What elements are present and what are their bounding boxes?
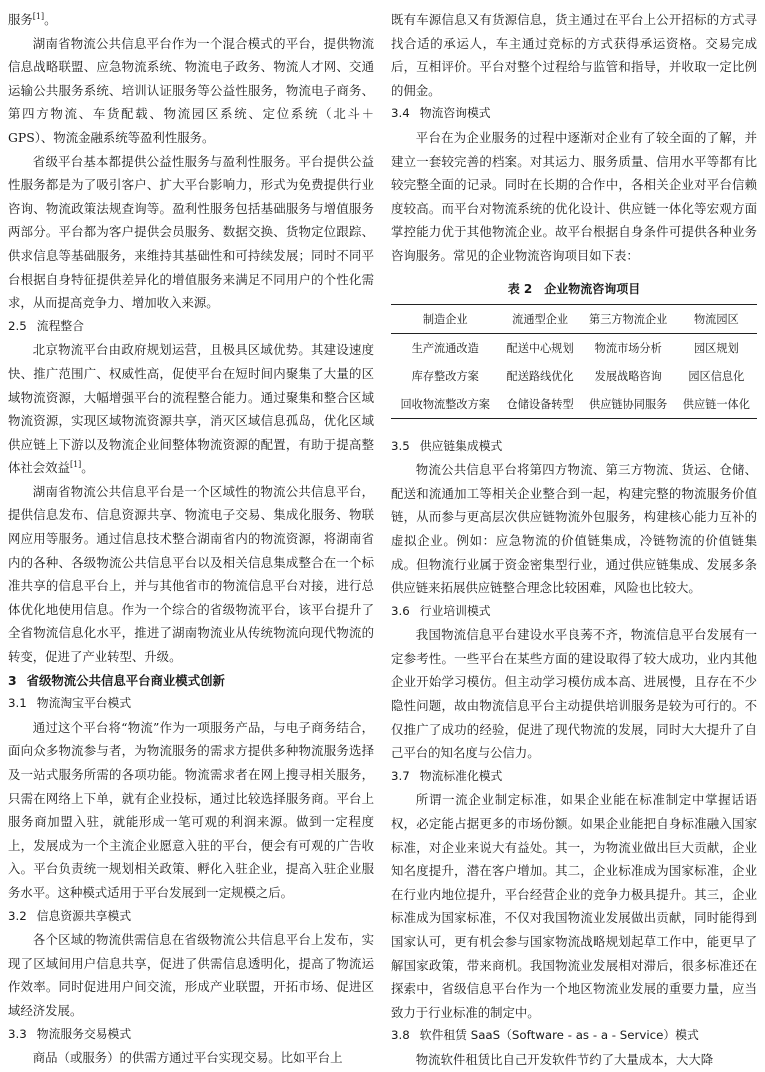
table-caption: 表 2 企业物流咨询项目: [507, 281, 641, 296]
citation-ref[interactable]: [1]: [32, 11, 45, 21]
paragraph: 湖南省物流公共信息平台作为一个混合模式的平台，提供物流信息战略联盟、应急物流系统、物流电子政务、物流人才网、交通运输公共服务系统、培训认证服务等公益性服务，物流电子商务、第四方物流、车货配载、物流园区系统、定位系统（北斗＋GPS）、物流金融系统等盈利性服务。: [8, 35, 374, 145]
section-heading-3-5: 3.5 供应链集成模式: [391, 438, 503, 453]
section-heading-3-3: 3.3 物流服务交易模式: [8, 1026, 132, 1041]
paragraph: 各个区域的物流供需信息在省级物流公共信息平台上发布，实现了区域间用户信息共享，促进了供需信息透明化，提高了物流运作效率。同时促进用户间交流，形成产业联盟，开拓市场、促进区域经济发展。: [8, 932, 374, 1018]
section-heading-3-6: 3.6 行业培训模式: [391, 603, 491, 618]
table-header-cell: 物流园区: [693, 312, 739, 326]
paragraph: 平台在为企业服务的过程中逐渐对企业有了较全面的了解，并建立一套较完善的档案。对其运力、服务质量、信用水平等都有比较完整全面的记录。同时在长期的合作中，各相关企业对平台信赖度较高。而平台对物流系统的优化设计、供应链一体化等宏观方面掌控能力优于其他物流企业。故平台根据自身条件可提供各种业务咨询服务。常见的企业物流咨询项目如下表：: [391, 129, 757, 263]
paragraph: 既有车源信息又有货源信息，货主通过在平台上公开招标的方式寻找合适的承运人，车主通过竞标的方式获得承运资格。交易完成后，互相评价。平台对整个过程给与监管和指导，并收取一定比例的佣金。: [391, 12, 757, 98]
table-cell: 供应链一体化: [682, 397, 750, 411]
paragraph: 北京物流平台由政府规划运营，且极具区域优势。其建设速度快、推广范围广、权威性高，促使平台在短时间内聚集了大量的区域物流资源，大幅增强平台的流程整合能力。通过聚集和整合区域物流资源，实现区域物流资源共享，消灭区域信息孤岛，优化区域供应链上下游以及物流企业间整体物流资源的配置，有助于提高整体社会效益[1]。: [8, 342, 374, 476]
table-cell: 供应链协同服务: [589, 397, 668, 411]
table-header-cell: 第三方物流企业: [589, 312, 668, 326]
table-cell: 配送中心规划: [506, 341, 574, 355]
table-row: [391, 390, 757, 419]
citation-ref[interactable]: [1]: [69, 460, 82, 470]
table-cell: 仓储设备转型: [506, 397, 574, 411]
table-cell: 回收物流整改方案: [400, 397, 490, 411]
paragraph: 物流软件租赁比自己开发软件节约了大量成本，大大降: [415, 1051, 714, 1067]
section-heading-3-4: 3.4 物流咨询模式: [391, 106, 491, 121]
paragraph: 我国物流信息平台建设水平良莠不齐，物流信息平台发展有一定参考性。一些平台在某些方面的建设取得了较大成功，业内其他企业开始学习模仿。但主动学习模仿成本高、进展慢，且存在不少隐性问题，故由物流信息平台主动提供培训服务是较为可行的。不仅推广了成功的经验，促进了现代物流的发展，同时大大提升了自己平台的知名度与公信力。: [391, 627, 757, 761]
paragraph: 服务[1]。: [8, 11, 57, 27]
section-heading-3-8: 3.8 软件租赁 SaaS（Software - as - a - Service）模式: [391, 1028, 699, 1043]
table-cell: 配送路线优化: [506, 369, 574, 383]
section-heading-3-1: 3.1 物流淘宝平台模式: [8, 696, 132, 711]
paragraph: 所谓一流企业制定标准，如果企业能在标准制定中掌握话语权，必定能占据更多的市场份额。如果企业能把自身标准融入国家标准，对企业来说大有益处。其一，为物流业做出巨大贡献，企业知名度提升，潜在客户增加。其二，企业标准成为国家标准，企业在行业内地位提升，平台经营企业的竞争力极具提升。其三，企业标准成为国家标准，不仅对我国物流业发展做出贡献，同时能得到国家认可，更有机会参与国家物流战略规划起草工作中，能更早了解国家政策，带来商机。我国物流业发展相对滞后，很多标准还在探索中，省级信息平台作为一个地区物流业发展的重要力量，应当致力于行业标准的制定中。: [391, 792, 757, 1020]
paragraph: 商品（或服务）的供需方通过平台实现交易。比如平台上: [32, 1050, 343, 1066]
section-heading-3-2: 3.2 信息资源共享模式: [8, 908, 132, 923]
section-heading-3-7: 3.7 物流标准化模式: [391, 768, 503, 783]
table-row: [391, 362, 757, 390]
table-cell: 物流市场分析: [594, 341, 662, 355]
section-heading-3: 3 省级物流公共信息平台商业模式创新: [8, 672, 225, 688]
table-header-cell: 流通型企业: [512, 312, 569, 326]
table-cell: 库存整改方案: [411, 369, 479, 383]
table-row: [391, 333, 757, 362]
consulting-items-table: [391, 304, 757, 419]
table-cell: 生产流通改造: [411, 341, 479, 355]
paragraph: 通过这个平台将“物流”作为一项服务产品，与电子商务结合，面向众多物流参与者，为物流服务的需求方提供多种物流服务选择及一站式服务所需的各项功能。物流需求者在网上搜寻相关服务，只需在网络上下单，就有企业投标，通过比较选择服务商。平台上服务商加盟入驻，就能形成一笔可观的利润来源。做到一定程度上，发展成为一个主流企业愿意入驻的平台，便会有可观的广告收入。平台负责统一规划相关政策、孵化入驻企业，提高入驻企业服务水平。这种模式适用于平台发展到一定规模之后。: [8, 719, 374, 900]
table-header-row: [391, 304, 757, 333]
left-column: [8, 8, 374, 1070]
paragraph: 湖南省物流公共信息平台是一个区域性的物流公共信息平台，提供信息发布、信息资源共享、物流电子交易、集成化服务、物联网应用等服务。通过信息技术整合湖南省内的物流资源，将湖南省内的各种、各级物流公共信息平台以及相关信息集成整合在一个标准共享的信息平台上，并与其他省市的物流信息平台对接，进行总体优化地使用信息。作为一个综合的省级物流平台，该平台提升了全省物流信息化水平，推进了湖南物流业从传统物流向现代物流的转变，促进了产业转型、升级。: [8, 483, 374, 665]
paragraph: 物流公共信息平台将第四方物流、第三方物流、货运、仓储、配送和流通加工等相关企业整合到一起，构建完整的物流服务价值链，从而参与更高层次供应链物流外包服务，构建核心能力互补的虚拟企业。例如：应急物流的价值链集成，冷链物流的价值链集成。但物流行业属于资金密集型行业，通过供应链集成、发展多条供应链来拓展供应链整合理念比较困难，风险也比较大。: [391, 462, 757, 596]
table-cell: 园区信息化: [688, 369, 745, 383]
table-header-cell: 制造企业: [422, 312, 468, 326]
paragraph: 省级平台基本都提供公益性服务与盈利性服务。平台提供公益性服务都是为了吸引客户、扩大平台影响力，形式为免费提供行业咨询、物流政策法规查询等。盈利性服务包括基础服务与增值服务两部分。平台都为客户提供会员服务、数据交换、货物定位跟踪、供求信息等基础服务，来维持其基础性和可持续发展；同时不同平台根据自身特征提供差异化的增值服务来满足不同用户的个性化需求，从而提高竞争力、增加收入来源。: [8, 153, 374, 311]
section-heading-2-5: 2.5 流程整合: [8, 318, 84, 333]
right-column: [391, 8, 757, 1072]
table-cell: 发展战略咨询: [594, 369, 662, 383]
table-cell: 园区规划: [693, 341, 739, 355]
